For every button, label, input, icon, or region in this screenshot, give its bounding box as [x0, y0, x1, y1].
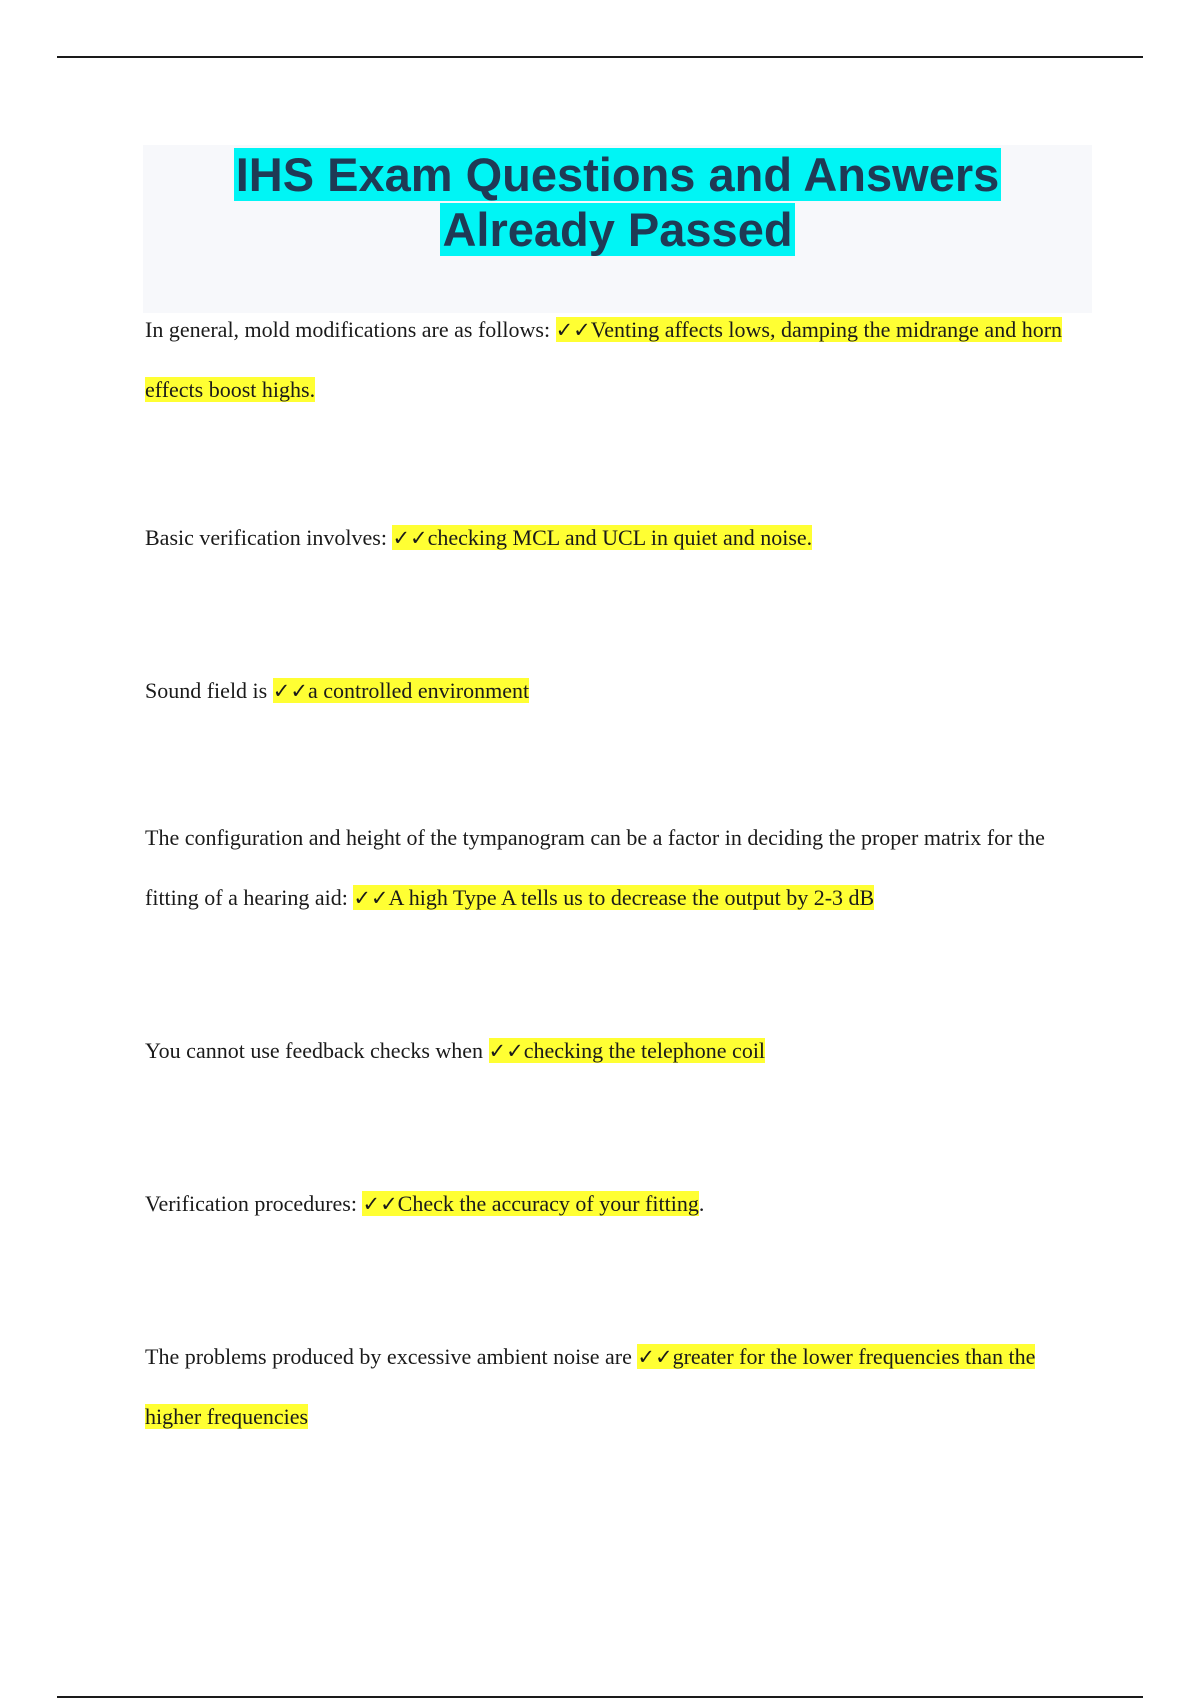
- title-box: [143, 145, 1092, 313]
- qa-item: [145, 1174, 1085, 1234]
- answer-text: greater for the lower frequencies than the higher frequencies: [145, 1344, 1036, 1429]
- check-icon: ✓✓: [272, 679, 308, 703]
- answer-text: A high Type A tells us to decrease the output by 2-3 dB: [388, 885, 875, 910]
- qa-item: [145, 808, 1085, 928]
- check-icon: ✓✓: [392, 526, 428, 550]
- question-text: The problems produced by excessive ambient noise are: [145, 1344, 632, 1369]
- question-text: Verification procedures:: [145, 1191, 357, 1216]
- question-text: In general, mold modifications are as follows:: [145, 317, 551, 342]
- check-icon: ✓✓: [353, 886, 389, 910]
- qa-item: [145, 1021, 1085, 1081]
- page-title: [143, 147, 1092, 257]
- question-text: The configuration and height of the tympanogram can be a factor in deciding the proper matrix for the fitting of a hearing aid:: [145, 825, 1045, 910]
- qa-item: [145, 1327, 1085, 1447]
- bottom-rule: [57, 1696, 1143, 1698]
- qa-item: [145, 300, 1085, 420]
- check-icon: ✓✓: [362, 1192, 398, 1216]
- title-line-2: Already Passed: [442, 203, 793, 256]
- qa-item: [145, 508, 1085, 568]
- check-icon: ✓✓: [637, 1345, 673, 1369]
- answer-highlight: [392, 525, 812, 550]
- question-text: Basic verification involves:: [145, 525, 387, 550]
- check-icon: ✓✓: [555, 318, 591, 342]
- answer-text: a controlled environment: [307, 678, 530, 703]
- answer-text: checking MCL and UCL in quiet and noise.: [427, 525, 813, 550]
- answer-highlight: [362, 1191, 698, 1216]
- question-text: Sound field is: [145, 678, 268, 703]
- answer-text: checking the telephone coil: [523, 1038, 766, 1063]
- question-text: You cannot use feedback checks when: [145, 1038, 484, 1063]
- check-icon: ✓✓: [488, 1039, 524, 1063]
- answer-highlight: [353, 885, 874, 910]
- answer-highlight: [489, 1038, 766, 1063]
- top-rule: [57, 56, 1143, 58]
- qa-item: [145, 661, 1085, 721]
- title-line-1: IHS Exam Questions and Answers: [235, 148, 1000, 201]
- trailing-text: .: [698, 1191, 705, 1216]
- answer-highlight: [273, 678, 529, 703]
- answer-text: Check the accuracy of your fitting: [397, 1191, 699, 1216]
- answer-text: Venting affects lows, damping the midrange and horn effects boost highs.: [145, 317, 1063, 402]
